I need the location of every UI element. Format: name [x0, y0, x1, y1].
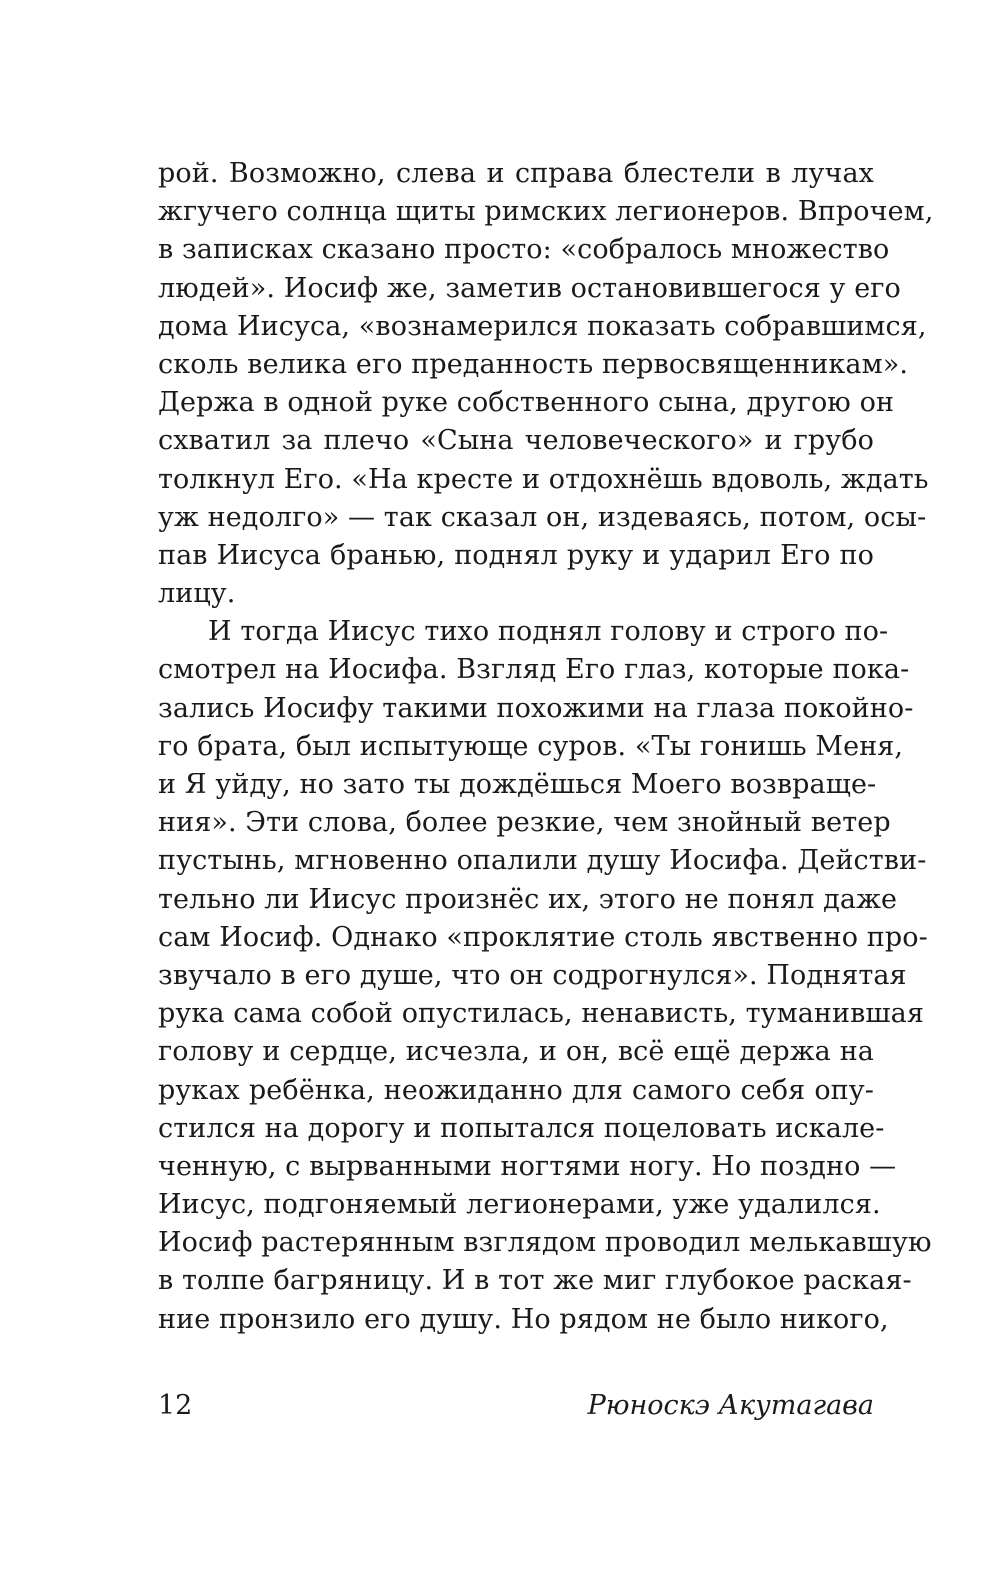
text-line: пав Иисуса бранью, поднял руку и ударил Его по [158, 539, 874, 571]
text-line: жгучего солнца щиты римских легионеров. Впрочем, [158, 196, 934, 228]
text-line: пустынь, мгновенно опалили душу Иосифа. Действи- [158, 845, 927, 877]
paragraph-2 [158, 613, 932, 1339]
text-line: ния». Эти слова, более резкие, чем знойный ветер [158, 807, 891, 839]
text-line: рука сама собой опустилась, ненависть, туманившая [158, 998, 924, 1030]
text-line: стился на дорогу и попытался поцеловать искале- [158, 1112, 885, 1144]
text-line: людей». Иосиф же, заметив остановившегося у его [158, 272, 901, 304]
text-line: лицу. [158, 578, 236, 610]
text-line: голову и сердце, исчезла, и он, всё ещё держа на [158, 1036, 874, 1068]
text-line: рой. Возможно, слева и справа блестели в лучах [158, 158, 874, 189]
text-line: ченную, с вырванными ногтями ногу. Но поздно — [158, 1150, 897, 1182]
page-number: 12 [158, 1390, 193, 1421]
text-line: и Я уйду, но зато ты дождёшься Моего возвраще- [158, 769, 877, 800]
text-line: го брата, был испытующе суров. «Ты гонишь Меня, [158, 730, 904, 762]
text-line: Иосиф растерянным взглядом проводил мелькавшую [158, 1227, 932, 1259]
text-line: схватил за плечо «Сына человеческого» и грубо [158, 425, 874, 457]
body-text [158, 155, 934, 1339]
text-line: Держа в одной руке собственного сына, другою он [158, 387, 895, 419]
text-line: Иисус, подгоняемый легионерами, уже удалился. [158, 1189, 881, 1221]
text-line: уж недолго» — так сказал он, издеваясь, потом, осы- [158, 501, 927, 533]
text-line: в толпе багряницу. И в тот же миг глубокое раская- [158, 1265, 912, 1297]
text-line: ние пронзило его душу. Но рядом не было никого, [158, 1303, 889, 1335]
text-line: толкнул Его. «На кресте и отдохнёшь вдоволь, ждать [158, 463, 929, 495]
text-line: сам Иосиф. Однако «проклятие столь явственно про- [158, 921, 928, 953]
text-line: дома Иисуса, «вознамерился показать собравшимся, [158, 310, 927, 342]
text-line: в записках сказано просто: «собралось множество [158, 234, 890, 266]
text-line: звучало в его душе, что он содрогнулся». Поднятая [158, 959, 907, 991]
text-line: смотрел на Иосифа. Взгляд Его глаз, которые пока- [158, 654, 910, 686]
text-line: руках ребёнка, неожиданно для самого себя опу- [158, 1074, 874, 1106]
running-footer-author: Рюноскэ Акутагава [587, 1390, 874, 1421]
paragraph-1 [158, 155, 934, 613]
text-line: зались Иосифу такими похожими на глаза покойно- [158, 692, 914, 724]
text-line: сколь велика его преданность первосвященникам». [158, 348, 909, 380]
text-line: И тогда Иисус тихо поднял голову и строго по- [208, 616, 889, 648]
text-line: тельно ли Иисус произнёс их, этого не понял даже [158, 883, 898, 915]
